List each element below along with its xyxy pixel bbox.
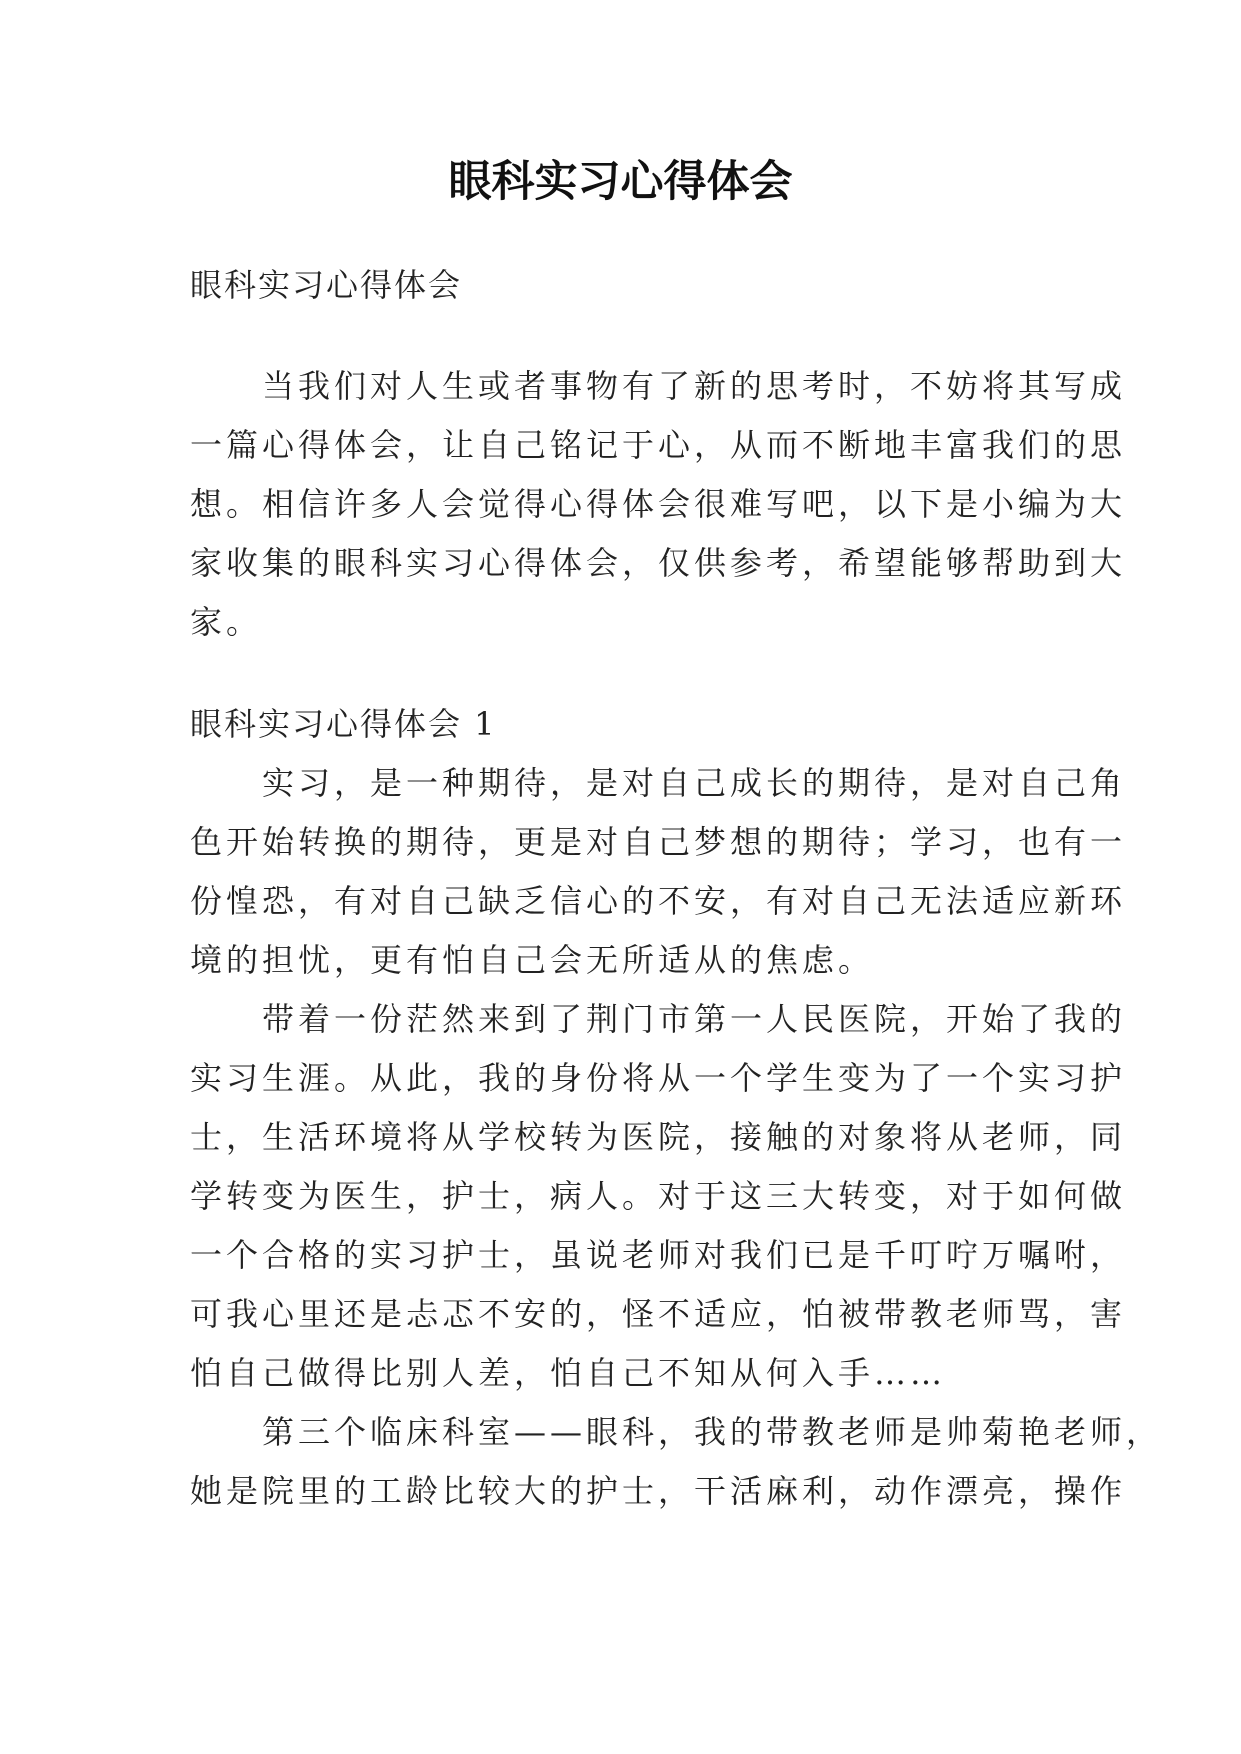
intro-line: 一篇心得体会，让自己铭记于心，从而不断地丰富我们的思: [190, 426, 1127, 464]
intro-line: 想。相信许多人会觉得心得体会很难写吧，以下是小编为大: [190, 485, 1127, 523]
body-paragraph-3: [190, 1403, 1163, 1521]
paragraph-line: 她是院里的工龄比较大的护士，干活麻利，动作漂亮，操作: [190, 1472, 1127, 1510]
paragraph-line: 学转变为医生，护士，病人。对于这三大转变，对于如何做: [190, 1177, 1127, 1215]
intro-line: 家收集的眼科实习心得体会，仅供参考，希望能够帮助到大: [190, 544, 1127, 582]
intro-paragraph: [190, 357, 1127, 652]
paragraph-line: 带着一份茫然来到了荆门市第一人民医院，开始了我的: [190, 1000, 1127, 1038]
section-heading: 眼科实习心得体会 1: [190, 705, 497, 743]
intro-line: 家。: [190, 603, 263, 641]
paragraph-line: 色开始转换的期待，更是对自己梦想的期待；学习，也有一: [190, 823, 1127, 861]
body-paragraph-2: [190, 990, 1127, 1403]
document-subtitle: 眼科实习心得体会: [190, 266, 463, 304]
paragraph-line: 实习，是一种期待，是对自己成长的期待，是对自己角: [190, 764, 1127, 802]
paragraph-line: 境的担忧，更有怕自己会无所适从的焦虑。: [190, 941, 875, 979]
intro-line: 当我们对人生或者事物有了新的思考时，不妨将其写成: [190, 367, 1127, 405]
paragraph-line: 第三个临床科室——眼科，我的带教老师是帅菊艳老师，: [190, 1413, 1163, 1451]
paragraph-line: 怕自己做得比别人差，怕自己不知从何入手……: [190, 1354, 947, 1392]
paragraph-line: 士，生活环境将从学校转为医院，接触的对象将从老师，同: [190, 1118, 1127, 1156]
paragraph-line: 份惶恐，有对自己缺乏信心的不安，有对自己无法适应新环: [190, 882, 1127, 920]
paragraph-line: 实习生涯。从此，我的身份将从一个学生变为了一个实习护: [190, 1059, 1127, 1097]
paragraph-line: 一个合格的实习护士，虽说老师对我们已是千叮咛万嘱咐，: [190, 1236, 1127, 1274]
document-title: 眼科实习心得体会: [448, 157, 793, 207]
body-paragraph-1: [190, 754, 1127, 990]
paragraph-line: 可我心里还是忐忑不安的，怪不适应，怕被带教老师骂，害: [190, 1295, 1127, 1333]
